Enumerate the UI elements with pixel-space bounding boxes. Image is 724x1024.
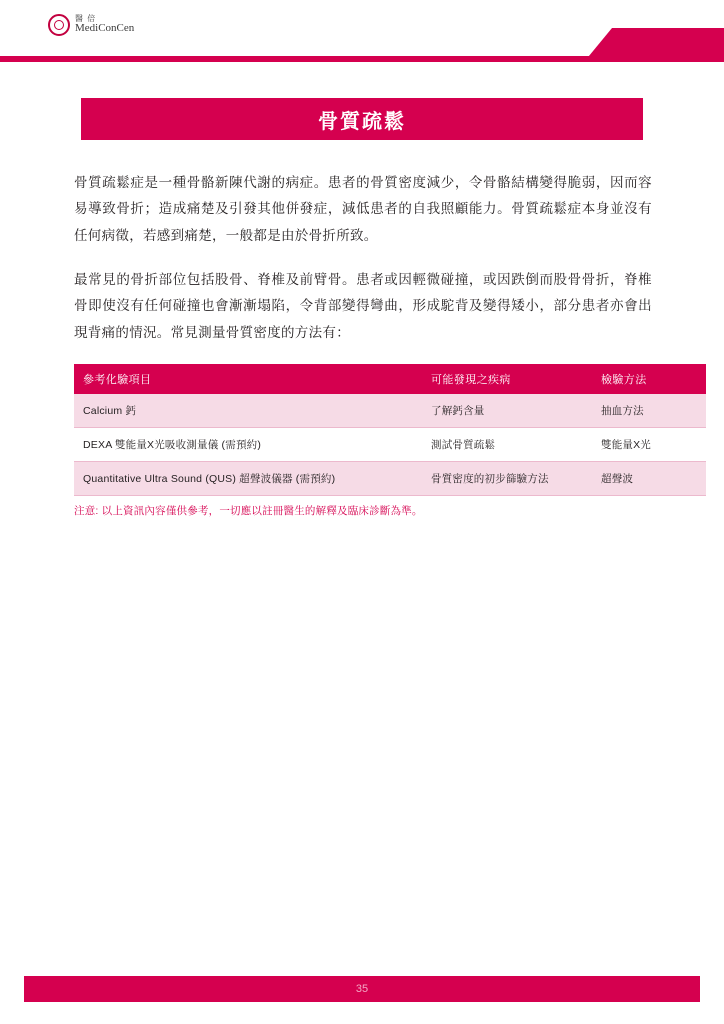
page-number: 35 <box>355 983 369 995</box>
page-title: 骨質疏鬆 <box>318 110 406 133</box>
column-header-method: 檢驗方法 <box>592 364 706 394</box>
cell-item: Quantitative Ultra Sound (QUS) 超聲波儀器 (需預約) <box>74 461 422 495</box>
page-header <box>0 0 724 62</box>
tests-table <box>74 364 706 496</box>
cell-method: 超聲波 <box>592 461 706 495</box>
cell-method: 雙能量X光 <box>592 427 706 461</box>
cell-item: Calcium 鈣 <box>74 394 422 428</box>
page-title-bar <box>81 98 643 140</box>
column-header-item: 參考化驗項目 <box>74 364 422 394</box>
table-row <box>74 461 706 495</box>
cell-finding: 測試骨質疏鬆 <box>422 427 592 461</box>
header-rule <box>0 56 724 62</box>
paragraph-1: 骨質疏鬆症是一種骨骼新陳代謝的病症。患者的骨質密度減少，令骨骼結構變得脆弱，因而容易導致骨折；造成痛楚及引發其他併發症，減低患者的自我照顧能力。骨質疏鬆症本身並沒有任何病徵，若感到痛楚，一般都是由於骨折所致。 <box>74 175 652 243</box>
page-footer <box>24 976 700 1002</box>
cell-finding: 了解鈣含量 <box>422 394 592 428</box>
tests-table-wrapper <box>74 364 652 496</box>
cell-item: DEXA 雙能量X光吸收測量儀 (需預約) <box>74 427 422 461</box>
brand-logo-text <box>75 15 134 35</box>
table-row <box>74 427 706 461</box>
document-content <box>74 170 652 518</box>
brand-name-en: MediConCen <box>75 22 135 35</box>
column-header-finding: 可能發現之疾病 <box>422 364 592 394</box>
circle-logo-icon <box>48 14 70 36</box>
cell-finding: 骨質密度的初步篩驗方法 <box>422 461 592 495</box>
cell-method: 抽血方法 <box>592 394 706 428</box>
paragraph-2: 最常見的骨折部位包括股骨、脊椎及前臂骨。患者或因輕微碰撞，或因跌倒而股骨骨折，脊椎骨即使沒有任何碰撞也會漸漸塌陷，令背部變得彎曲，形成駝背及變得矮小，部分患者亦會出現背痛的情況。常見測量骨質密度的方法有： <box>74 271 652 340</box>
disclaimer-note: 注意: 以上資訊內容僅供參考，一切應以註冊醫生的解釋及臨床診斷為準。 <box>74 504 423 517</box>
tests-table-head <box>74 364 706 394</box>
table-header-row <box>74 364 706 394</box>
brand-name-cn: 醫 倍 <box>75 14 97 24</box>
table-row <box>74 394 706 428</box>
tests-table-body <box>74 394 706 496</box>
brand-logo <box>48 14 134 36</box>
